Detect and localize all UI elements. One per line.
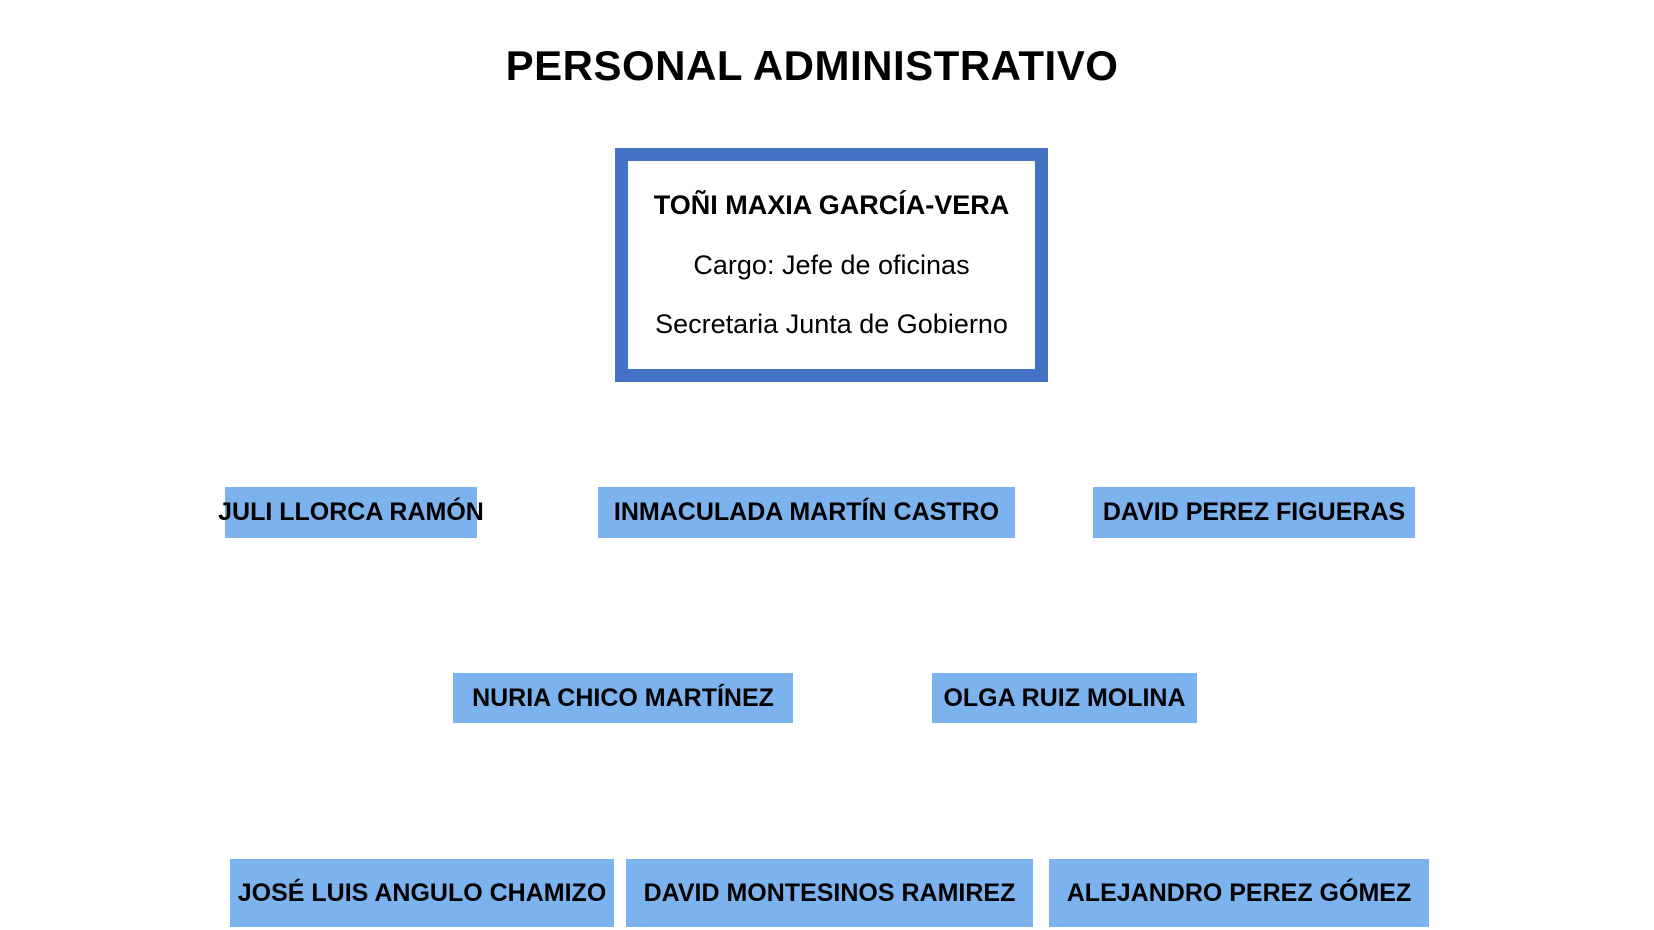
staff-box-row1-1: JULI LLORCA RAMÓN — [225, 487, 477, 538]
page-title: PERSONAL ADMINISTRATIVO — [505, 42, 1119, 89]
head-person-role: Cargo: Jefe de oficinas — [693, 249, 970, 280]
org-head-box — [615, 148, 1048, 382]
staff-box-row1-2: INMACULADA MARTÍN CASTRO — [598, 487, 1015, 538]
staff-box-row2-1: NURIA CHICO MARTÍNEZ — [453, 673, 793, 723]
staff-box-row3-3: ALEJANDRO PEREZ GÓMEZ — [1049, 859, 1429, 927]
staff-box-row1-3: DAVID PEREZ FIGUERAS — [1093, 487, 1415, 538]
head-person-secondary-role: Secretaria Junta de Gobierno — [655, 309, 1008, 340]
head-person-name: TOÑI MAXIA GARCÍA-VERA — [653, 189, 1010, 220]
staff-box-row2-2: OLGA RUIZ MOLINA — [932, 673, 1197, 723]
staff-box-row3-2: DAVID MONTESINOS RAMIREZ — [626, 859, 1033, 927]
staff-box-row3-1: JOSÉ LUIS ANGULO CHAMIZO — [230, 859, 614, 927]
